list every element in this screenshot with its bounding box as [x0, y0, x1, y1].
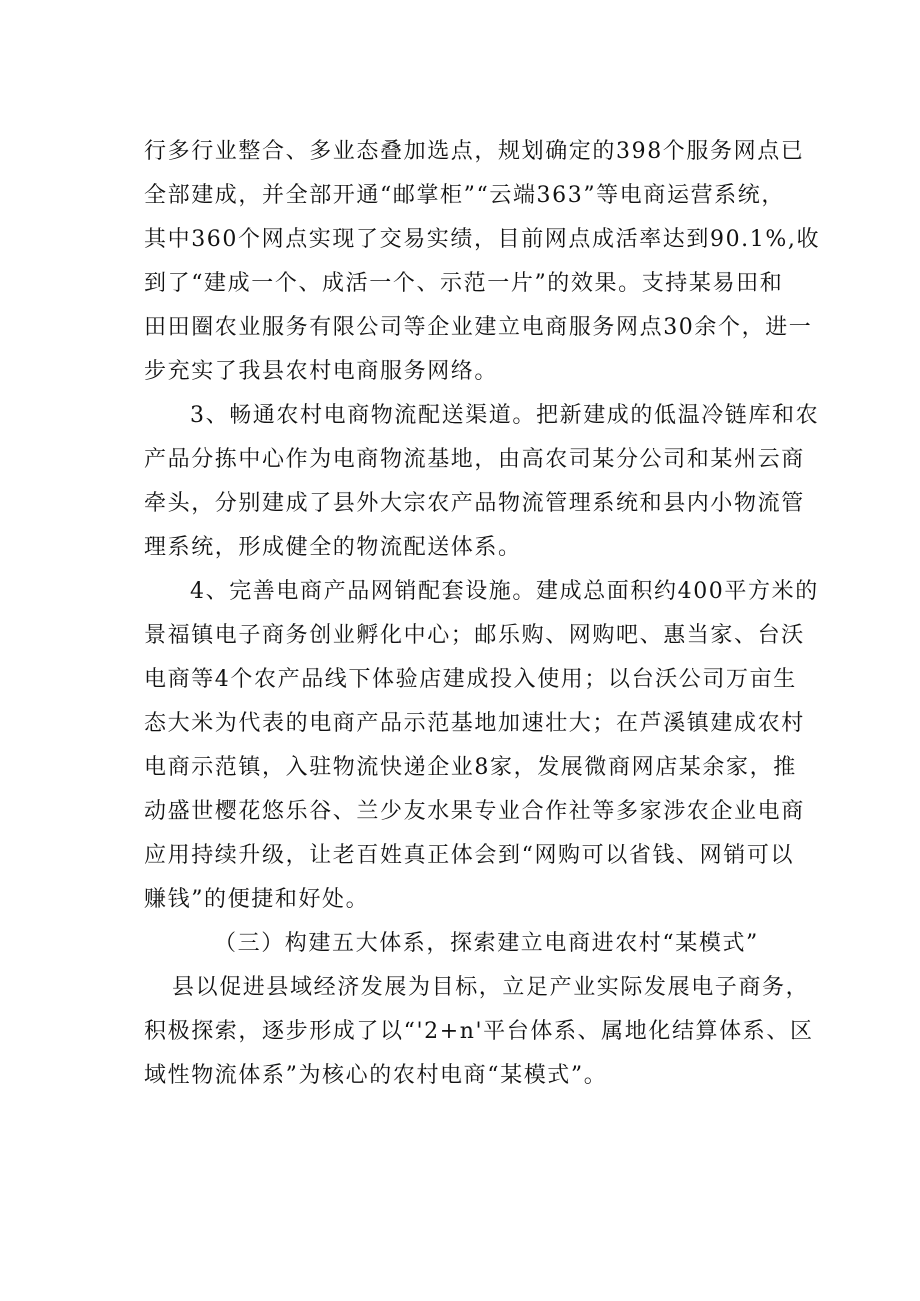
text-line: 理系统，形成健全的物流配送体系。 [144, 535, 522, 560]
text-line: 电商等4个农产品线下体验店建成投入使用；以台沃公司万亩生 [144, 667, 797, 692]
text-line: 3、畅通农村电商物流配送渠道。把新建成的低温冷链库和农 [190, 403, 820, 428]
paragraph-service-network [144, 130, 821, 394]
text-line: 县以促进县域经济发展为目标，立足产业实际发展电子商务， [172, 975, 810, 1000]
text-line: 态大米为代表的电商产品示范基地加速壮大；在芦溪镇建成农村 [144, 711, 805, 736]
text-line: 域性物流体系”为核心的农村电商“某模式”。 [144, 1063, 608, 1088]
text-line: 产品分拣中心作为电商物流基地，由高农司某分公司和某州云商 [144, 447, 805, 472]
text-line: 到了“建成一个、成活一个、示范一片”的效果。支持某易田和 [144, 271, 784, 296]
text-line: 积极探索，逐步形成了以“'2+n'平台体系、属地化结算体系、区 [144, 1019, 814, 1044]
text-line: 电商示范镇，入驻物流快递企业8家，发展微商网店某余家，推 [144, 755, 797, 780]
paragraph-facilities [144, 570, 819, 922]
paragraph-logistics [144, 394, 820, 570]
text-line: 景福镇电子商务创业孵化中心；邮乐购、网购吧、惠当家、台沃 [144, 623, 805, 648]
text-line: 田田圈农业服务有限公司等企业建立电商服务网点30余个，进一 [144, 315, 813, 340]
text-line: 动盛世樱花悠乐谷、兰少友水果专业合作社等多家涉农企业电商 [144, 799, 805, 824]
text-line: 全部建成，并全部开通“邮掌柜”“云端363”等电商运营系统， [144, 183, 785, 208]
section-heading: （三）构建五大体系，探索建立电商进农村“某模式” [214, 931, 759, 956]
text-line: 赚钱”的便捷和好处。 [144, 887, 370, 912]
text-line: 行多行业整合、多业态叠加选点，规划确定的398个服务网点已 [144, 139, 805, 164]
text-line: 步充实了我县农村电商服务网络。 [144, 359, 499, 384]
document-body [144, 130, 821, 1098]
text-line: 应用持续升级，让老百姓真正体会到“网购可以省钱、网销可以 [144, 843, 795, 868]
text-line: 4、完善电商产品网销配套设施。建成总面积约400平方米的 [190, 579, 819, 604]
paragraph-model [144, 966, 814, 1098]
text-line: 牵头，分别建成了县外大宗农产品物流管理系统和县内小物流管 [144, 491, 805, 516]
text-line: 其中360个网点实现了交易实绩，目前网点成活率达到90.1%,收 [144, 227, 821, 252]
